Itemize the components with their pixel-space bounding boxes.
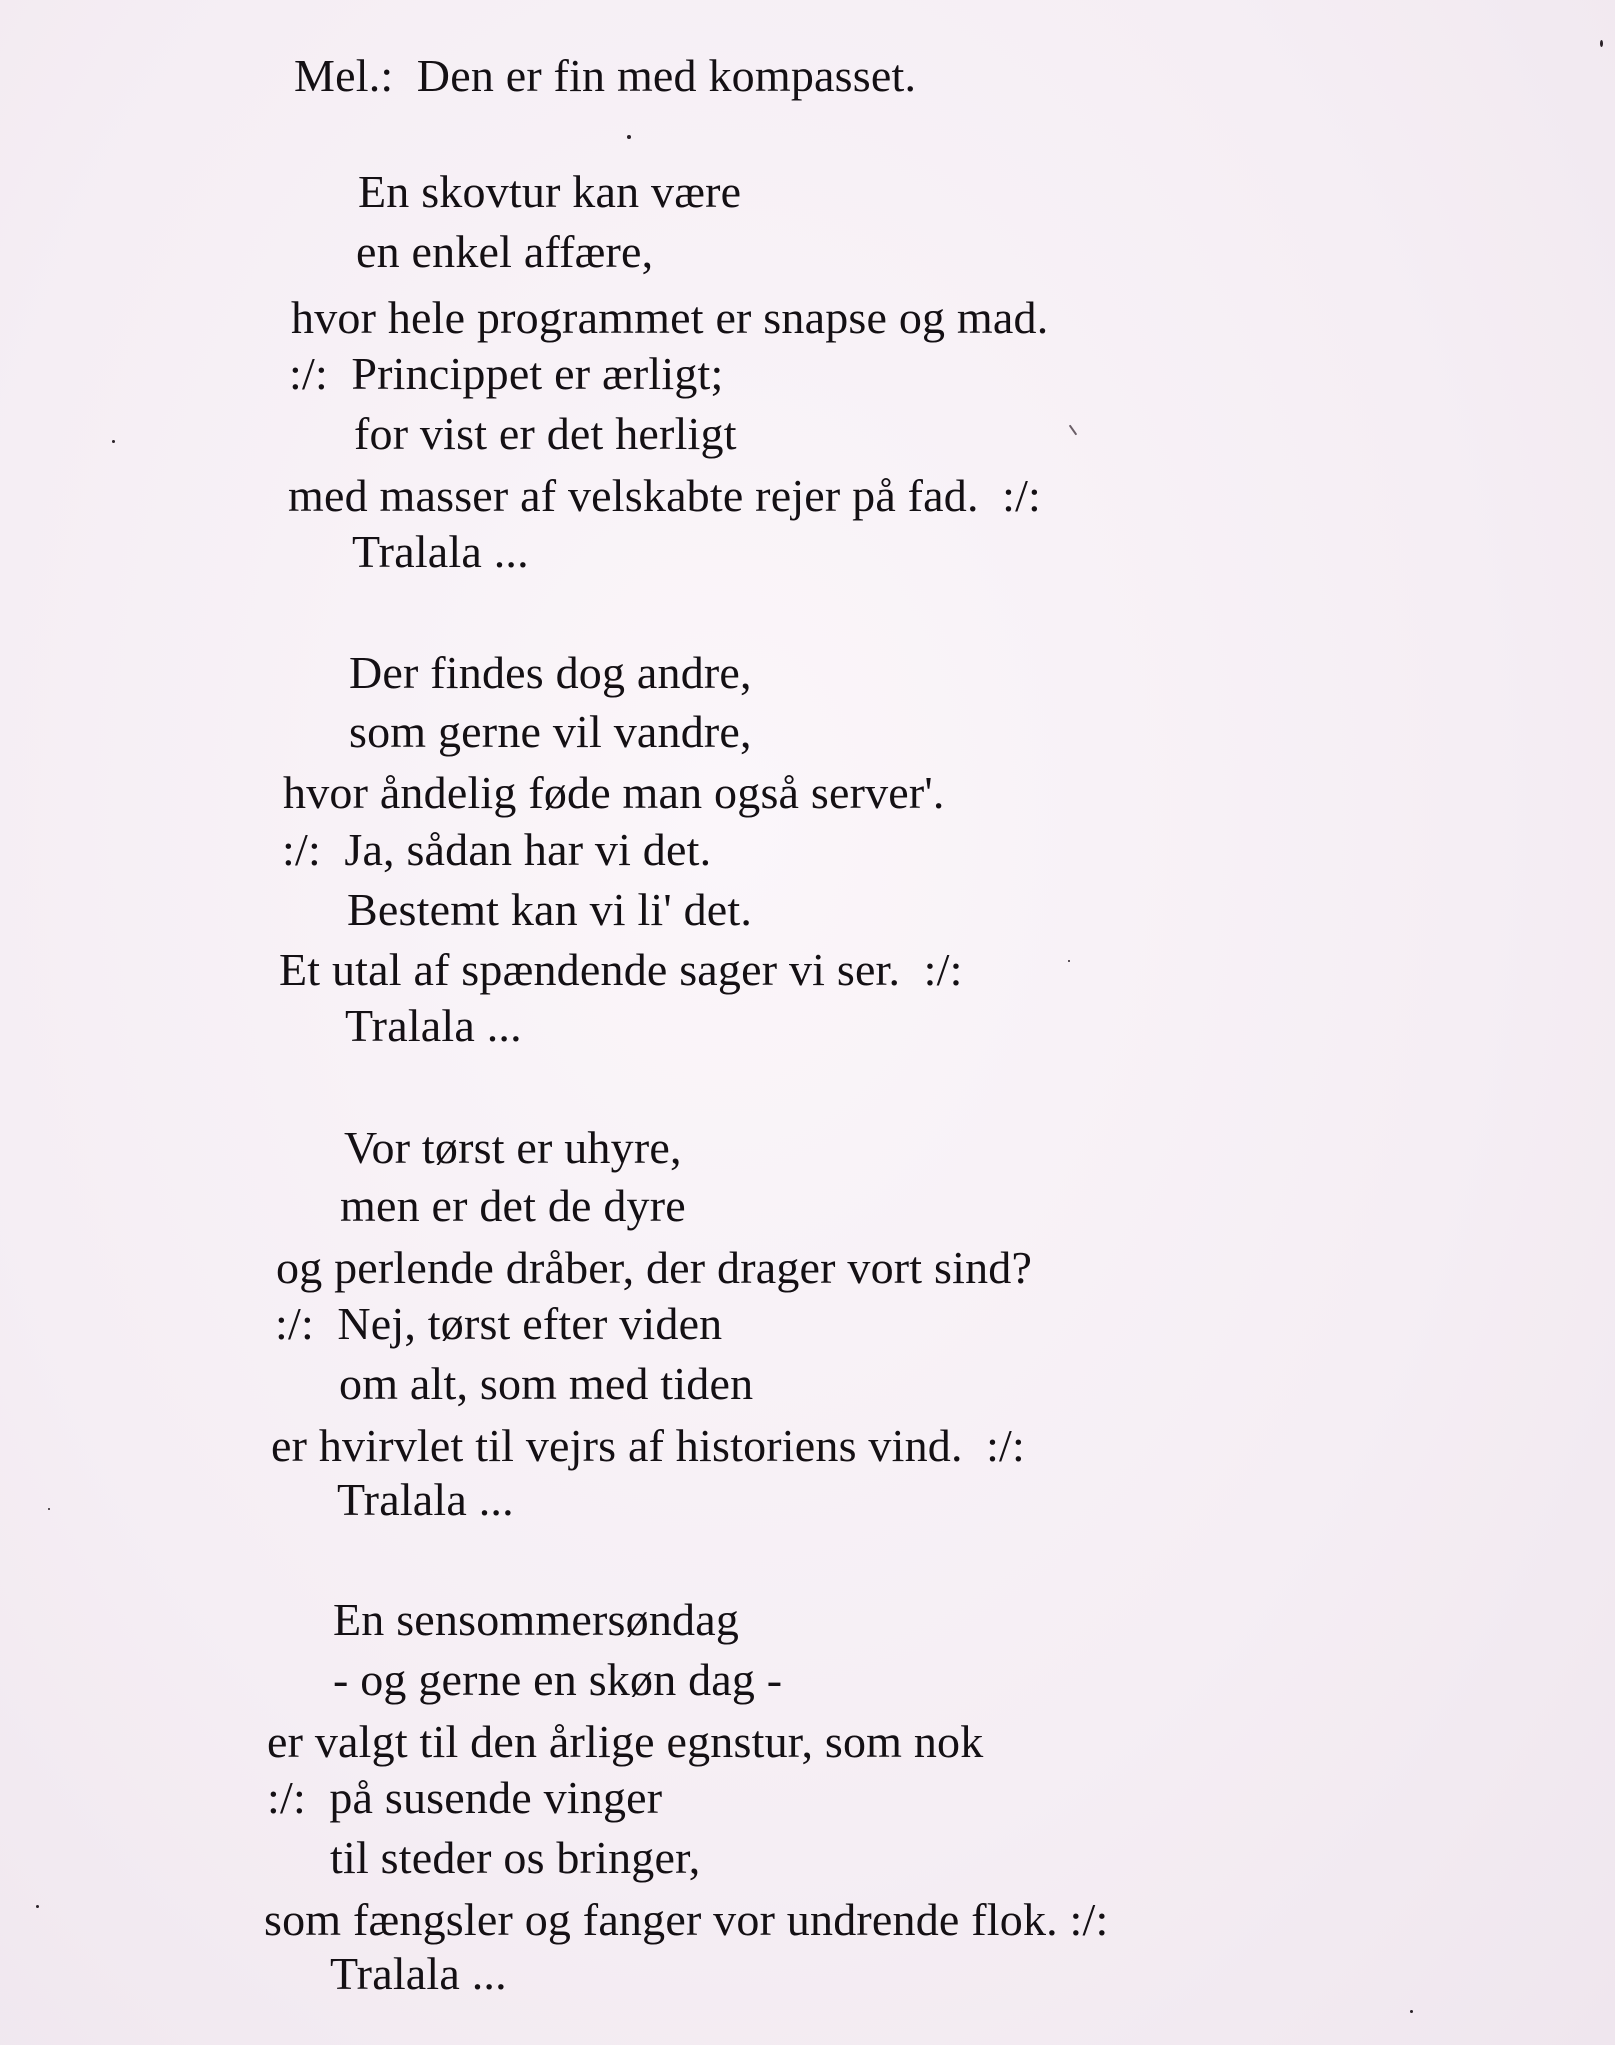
scan-speck [627, 135, 631, 139]
refrain-line: Tralala ... [337, 1474, 514, 1525]
verse-line: er valgt til den årlige egnstur, som nok [267, 1716, 984, 1767]
verse-line: er hvirvlet til vejrs af historiens vind. :/: [271, 1420, 1026, 1471]
verse-line: - og gerne en skøn dag - [333, 1654, 783, 1705]
melody-line: Mel.: Den er fin med kompasset. [294, 50, 917, 101]
scan-speck [1600, 40, 1603, 47]
refrain-line: Tralala ... [330, 1948, 507, 1999]
verse-line: Der findes dog andre, [349, 647, 752, 698]
verse-line: som gerne vil vandre, [349, 706, 752, 757]
verse-line: En skovtur kan være [358, 166, 742, 217]
verse-line: som fængsler og fanger vor undrende flok. :/: [264, 1894, 1109, 1945]
verse-line: men er det de dyre [340, 1180, 686, 1231]
scan-speck [1410, 2010, 1413, 2013]
scan-speck [36, 1905, 39, 1908]
scan-speck [1068, 960, 1070, 962]
verse-line: en enkel affære, [356, 226, 654, 277]
scan-speck [112, 440, 115, 443]
verse-line: hvor åndelig føde man også server'. [283, 767, 945, 818]
scan-speck [1069, 425, 1078, 436]
verse-line: for vist er det herligt [354, 408, 737, 459]
verse-line: og perlende dråber, der drager vort sind? [276, 1242, 1033, 1293]
scan-speck [48, 1508, 50, 1510]
verse-line: Et utal af spændende sager vi ser. :/: [279, 944, 963, 995]
verse-line: :/: Nej, tørst efter viden [275, 1298, 723, 1349]
verse-line: hvor hele programmet er snapse og mad. [291, 292, 1049, 343]
verse-line: til steder os bringer, [330, 1832, 701, 1883]
verse-line: med masser af velskabte rejer på fad. :/: [288, 470, 1042, 521]
refrain-line: Tralala ... [345, 1000, 522, 1051]
verse-line: :/: på susende vinger [267, 1772, 663, 1823]
verse-line: om alt, som med tiden [339, 1358, 754, 1409]
verse-line: :/: Princippet er ærligt; [289, 348, 724, 399]
verse-line: En sensommersøndag [333, 1594, 740, 1645]
verse-line: Vor tørst er uhyre, [344, 1122, 682, 1173]
verse-line: Bestemt kan vi li' det. [347, 884, 753, 935]
refrain-line: Tralala ... [352, 526, 529, 577]
verse-line: :/: Ja, sådan har vi det. [282, 824, 712, 875]
